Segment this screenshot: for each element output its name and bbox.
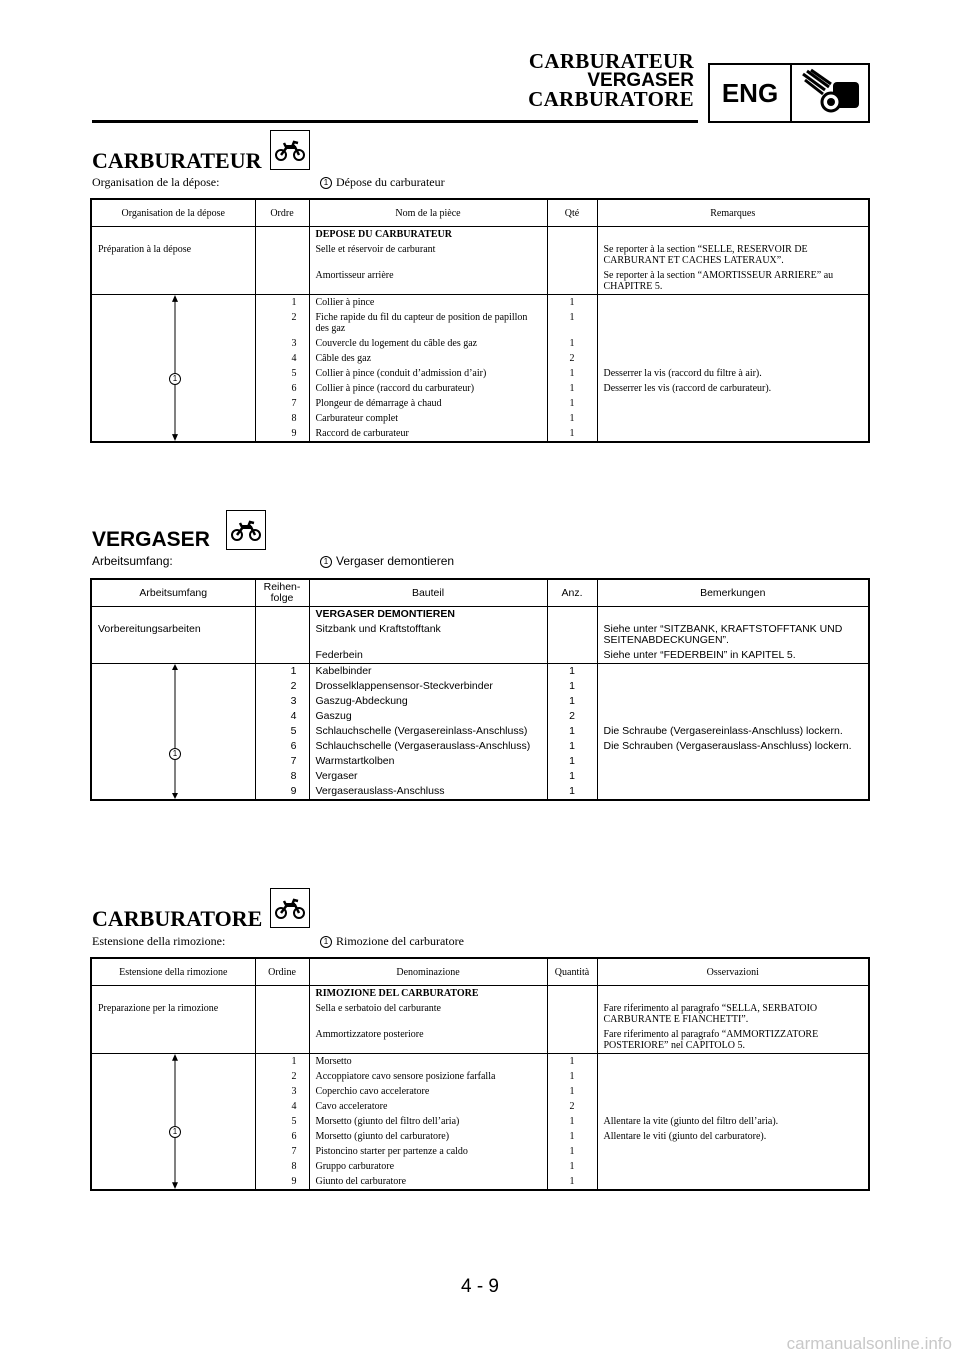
- cell-remark: [597, 1174, 869, 1190]
- cell-part: Fiche rapide du fil du capteur de position de papillon des gaz: [309, 310, 547, 336]
- scope-description: Vergaser demontieren: [336, 554, 455, 568]
- table-row: [91, 242, 869, 268]
- range-arrow-cell: [91, 1054, 255, 1191]
- scope-text: [320, 934, 464, 949]
- cell-part: Federbein: [309, 648, 547, 664]
- cell-order: 1: [255, 1054, 309, 1070]
- cell-qty: 1: [547, 739, 597, 754]
- cell-remark: Siehe unter “SITZBANK, KRAFTSTOFFTANK UND SEITENABDECKUNGEN”.: [603, 623, 843, 646]
- cell-remark: [597, 1084, 869, 1099]
- cell-qty: 1: [547, 381, 597, 396]
- col-header: Osservazioni: [597, 958, 869, 986]
- scope-label: Estensione della rimozione:: [92, 934, 226, 948]
- cell-qty: [547, 622, 597, 648]
- cell-part: Cavo acceleratore: [309, 1099, 547, 1114]
- cell-qty: [547, 242, 597, 268]
- cell-order: [255, 1027, 309, 1054]
- chapter-badge: [708, 63, 870, 123]
- cell-part: Drosselklappensensor-Steckverbinder: [309, 679, 547, 694]
- col-header: Ordre: [255, 199, 309, 227]
- cell-remark: [597, 310, 869, 336]
- cell-qty: 2: [547, 709, 597, 724]
- header-titles: [528, 49, 694, 111]
- col-header: Bauteil: [309, 579, 547, 607]
- cell-order: [255, 986, 309, 1002]
- cell-order: 4: [255, 709, 309, 724]
- section-title: CARBURATEUR: [92, 148, 262, 173]
- cell-org: [91, 607, 255, 623]
- cell-order: 8: [255, 769, 309, 784]
- cell-remark: [597, 986, 869, 1002]
- header-title-de: VERGASER: [587, 70, 694, 91]
- section-title: CARBURATORE: [92, 906, 263, 931]
- table-header-row: [91, 199, 869, 227]
- cell-order: 3: [255, 694, 309, 709]
- table-row: [91, 1001, 869, 1027]
- cell-order: 9: [255, 784, 309, 800]
- cell-remark: [597, 1159, 869, 1174]
- header-title-it: CARBURATORE: [528, 87, 694, 111]
- cell-remark: Fare riferimento al paragrafo “AMMORTIZZATORE POSTERIORE” nel CAPITOLO 5.: [603, 1029, 819, 1051]
- cell-remark: [597, 607, 869, 623]
- cell-part: Schlauchschelle (Vergaserauslass-Anschluss): [309, 739, 547, 754]
- scope-description: Dépose du carburateur: [336, 175, 445, 189]
- cell-remark: [597, 769, 869, 784]
- col-header: Arbeitsumfang: [91, 579, 255, 607]
- cell-remark: [597, 709, 869, 724]
- col-header: Quantità: [547, 958, 597, 986]
- col-header: Nom de la pièce: [309, 199, 547, 227]
- cell-qty: 1: [547, 426, 597, 442]
- cell-order: [255, 622, 309, 648]
- cell-part: Vergaser: [309, 769, 547, 784]
- part-table: [90, 957, 870, 1191]
- cell-part: Vergaserauslass-Anschluss: [309, 784, 547, 800]
- cell-remark: [597, 426, 869, 442]
- cell-part: Schlauchschelle (Vergasereinlass-Anschluss): [309, 724, 547, 739]
- cell-remark: [597, 1069, 869, 1084]
- cell-part: Collier à pince: [309, 295, 547, 311]
- cell-part: Plongeur de démarrage à chaud: [309, 396, 547, 411]
- cell-qty: 1: [547, 1069, 597, 1084]
- page-number: 4 - 9: [460, 1276, 500, 1297]
- cell-remark: Fare riferimento al paragrafo “SELLA, SERBATOIO CARBURANTE E FIANCHETTI”.: [603, 1003, 818, 1025]
- cell-remark: Die Schraube (Vergasereinlass-Anschluss) lockern.: [603, 725, 843, 737]
- cell-remark: [597, 664, 869, 680]
- range-callout: 1: [169, 1126, 181, 1138]
- cell-order: 4: [255, 1099, 309, 1114]
- cell-part: Câble des gaz: [309, 351, 547, 366]
- col-header: Estensione della rimozione: [91, 958, 255, 986]
- cell-part: Coperchio cavo acceleratore: [309, 1084, 547, 1099]
- cell-order: 9: [255, 426, 309, 442]
- col-header: Reihen-folge: [255, 579, 309, 607]
- part-table: [90, 198, 870, 443]
- cell-remark: Desserrer la vis (raccord du filtre à air).: [603, 368, 762, 379]
- cell-qty: 1: [547, 724, 597, 739]
- cell-order: 8: [255, 1159, 309, 1174]
- cell-order: 2: [255, 310, 309, 336]
- table-row: [91, 1054, 869, 1070]
- table-row: [91, 648, 869, 664]
- cell-order: [255, 648, 309, 664]
- cell-qty: 1: [547, 1159, 597, 1174]
- cell-order: [255, 1001, 309, 1027]
- cell-qty: 2: [547, 1099, 597, 1114]
- section-title: VERGASER: [92, 528, 210, 551]
- range-callout: 1: [169, 373, 181, 385]
- range-arrow-icon: [170, 295, 180, 441]
- cell-order: 7: [255, 396, 309, 411]
- cell-part: Raccord de carburateur: [309, 426, 547, 442]
- cell-qty: [547, 607, 597, 623]
- cell-org: [91, 268, 255, 295]
- cell-qty: 1: [547, 754, 597, 769]
- cell-org: [91, 227, 255, 243]
- range-callout: 1: [169, 748, 181, 760]
- cell-remark: [597, 411, 869, 426]
- cell-org: [91, 986, 255, 1002]
- cell-remark: Allentare le viti (giunto del carburatore).: [603, 1131, 767, 1142]
- cell-qty: 1: [547, 1174, 597, 1190]
- cell-remark: Se reporter à la section “AMORTISSEUR ARRIERE” au CHAPITRE 5.: [603, 270, 834, 292]
- cell-remark: [597, 679, 869, 694]
- table-header-row: [91, 958, 869, 986]
- range-arrow-icon: [170, 1054, 180, 1189]
- cell-qty: [547, 986, 597, 1002]
- cell-qty: [547, 648, 597, 664]
- callout-number: 1: [320, 177, 332, 189]
- header-title-fr: CARBURATEUR: [528, 49, 694, 73]
- cell-remark: Allentare la vite (giunto del filtro dell’aria).: [603, 1116, 779, 1127]
- cell-qty: 1: [547, 679, 597, 694]
- cell-order: 6: [255, 381, 309, 396]
- cell-order: 2: [255, 679, 309, 694]
- cell-org: [91, 1027, 255, 1054]
- cell-part: Gaszug-Abdeckung: [309, 694, 547, 709]
- motorcycle-icon: [270, 888, 310, 928]
- cell-part: Morsetto: [309, 1054, 547, 1070]
- cell-remark: [597, 1144, 869, 1159]
- cell-part: Couvercle du logement du câble des gaz: [309, 336, 547, 351]
- scope-description: Rimozione del carburatore: [336, 934, 464, 948]
- motorcycle-icon: [270, 130, 310, 170]
- callout-number: 1: [320, 556, 332, 568]
- cell-qty: 1: [547, 664, 597, 680]
- table-row: [91, 295, 869, 311]
- cell-org: Vorbereitungsarbeiten: [91, 622, 255, 648]
- table-row: [91, 1027, 869, 1054]
- cell-remark: [597, 351, 869, 366]
- cell-qty: [547, 1027, 597, 1054]
- cell-part: Accoppiatore cavo sensore posizione farfalla: [309, 1069, 547, 1084]
- cell-remark: Die Schrauben (Vergaserauslass-Anschluss) lockern.: [603, 740, 852, 752]
- cell-qty: 1: [547, 769, 597, 784]
- cell-qty: 2: [547, 351, 597, 366]
- cell-part: Kabelbinder: [309, 664, 547, 680]
- cell-remark: [597, 754, 869, 769]
- col-header: Bemerkungen: [597, 579, 869, 607]
- table-row: [91, 607, 869, 623]
- cell-part: Amortisseur arrière: [309, 268, 547, 295]
- cell-org: Preparazione per la rimozione: [91, 1001, 255, 1027]
- cell-order: 3: [255, 336, 309, 351]
- cell-remark: Siehe unter “FEDERBEIN” in KAPITEL 5.: [603, 649, 796, 661]
- scope-label: Arbeitsumfang:: [92, 554, 173, 568]
- cell-qty: 1: [547, 396, 597, 411]
- cell-part: Collier à pince (raccord du carburateur): [309, 381, 547, 396]
- table-row: [91, 227, 869, 243]
- cell-qty: [547, 268, 597, 295]
- cell-order: 5: [255, 366, 309, 381]
- table-row: [91, 268, 869, 295]
- cell-part: Morsetto (giunto del filtro dell’aria): [309, 1114, 547, 1129]
- cell-qty: 1: [547, 1144, 597, 1159]
- cell-part: Warmstartkolben: [309, 754, 547, 769]
- cell-qty: 1: [547, 1054, 597, 1070]
- cell-remark: [597, 1099, 869, 1114]
- callout-number: 1: [320, 936, 332, 948]
- cell-org: [91, 648, 255, 664]
- cell-qty: 1: [547, 366, 597, 381]
- scope-label: Organisation de la dépose:: [92, 175, 220, 189]
- cell-remark: [597, 295, 869, 311]
- range-arrow-cell: [91, 664, 255, 801]
- cell-order: 7: [255, 1144, 309, 1159]
- engine-carburetor-icon: [792, 65, 868, 121]
- cell-order: 6: [255, 1129, 309, 1144]
- cell-order: 2: [255, 1069, 309, 1084]
- col-header: Ordine: [255, 958, 309, 986]
- cell-qty: [547, 1001, 597, 1027]
- cell-part: Gaszug: [309, 709, 547, 724]
- part-table: [90, 578, 870, 801]
- table-row: [91, 664, 869, 680]
- cell-qty: 1: [547, 411, 597, 426]
- range-arrow-cell: [91, 295, 255, 443]
- cell-qty: 1: [547, 1129, 597, 1144]
- motorcycle-icon: [226, 510, 266, 550]
- cell-part: VERGASER DEMONTIEREN: [309, 607, 547, 623]
- cell-part: Carburateur complet: [309, 411, 547, 426]
- cell-order: 7: [255, 754, 309, 769]
- cell-order: 5: [255, 724, 309, 739]
- cell-qty: 1: [547, 784, 597, 800]
- scope-text: [320, 175, 445, 190]
- cell-part: Collier à pince (conduit d’admission d’air): [309, 366, 547, 381]
- col-header: Qté: [547, 199, 597, 227]
- cell-remark: Desserrer les vis (raccord de carburateur).: [603, 383, 772, 394]
- cell-part: RIMOZIONE DEL CARBURATORE: [309, 986, 547, 1002]
- cell-remark: [597, 784, 869, 800]
- cell-part: Ammortizzatore posteriore: [309, 1027, 547, 1054]
- cell-remark: [597, 694, 869, 709]
- cell-order: 3: [255, 1084, 309, 1099]
- cell-part: Sitzbank und Kraftstofftank: [309, 622, 547, 648]
- cell-remark: Se reporter à la section “SELLE, RESERVOIR DE CARBURANT ET CACHES LATERAUX”.: [603, 244, 808, 266]
- cell-part: DEPOSE DU CARBURATEUR: [309, 227, 547, 243]
- cell-qty: 1: [547, 310, 597, 336]
- scope-text: [320, 554, 454, 568]
- cell-part: Gruppo carburatore: [309, 1159, 547, 1174]
- chapter-badge-label: ENG: [710, 65, 792, 121]
- cell-order: 9: [255, 1174, 309, 1190]
- col-header: Anz.: [547, 579, 597, 607]
- table-header-row: [91, 579, 869, 607]
- cell-qty: [547, 227, 597, 243]
- cell-qty: 1: [547, 1084, 597, 1099]
- cell-org: Préparation à la dépose: [91, 242, 255, 268]
- cell-order: [255, 227, 309, 243]
- cell-order: 1: [255, 664, 309, 680]
- cell-part: Pistoncino starter per partenze a caldo: [309, 1144, 547, 1159]
- cell-order: 8: [255, 411, 309, 426]
- cell-remark: [597, 336, 869, 351]
- cell-qty: 1: [547, 694, 597, 709]
- cell-order: [255, 607, 309, 623]
- cell-part: Morsetto (giunto del carburatore): [309, 1129, 547, 1144]
- header-rule: [92, 120, 698, 123]
- range-arrow-icon: [170, 664, 180, 799]
- cell-remark: [597, 1054, 869, 1070]
- cell-order: 6: [255, 739, 309, 754]
- cell-qty: 1: [547, 336, 597, 351]
- cell-part: Giunto del carburatore: [309, 1174, 547, 1190]
- cell-order: [255, 268, 309, 295]
- watermark: carmanualsonline.info: [786, 1334, 952, 1353]
- col-header: Organisation de la dépose: [91, 199, 255, 227]
- cell-part: Sella e serbatoio del carburante: [309, 1001, 547, 1027]
- col-header: Remarques: [597, 199, 869, 227]
- table-row: [91, 986, 869, 1002]
- table-row: [91, 622, 869, 648]
- cell-order: 5: [255, 1114, 309, 1129]
- cell-order: 1: [255, 295, 309, 311]
- cell-qty: 1: [547, 1114, 597, 1129]
- col-header: Denominazione: [309, 958, 547, 986]
- cell-remark: [597, 227, 869, 243]
- cell-qty: 1: [547, 295, 597, 311]
- cell-part: Selle et réservoir de carburant: [309, 242, 547, 268]
- cell-order: [255, 242, 309, 268]
- cell-remark: [597, 396, 869, 411]
- cell-order: 4: [255, 351, 309, 366]
